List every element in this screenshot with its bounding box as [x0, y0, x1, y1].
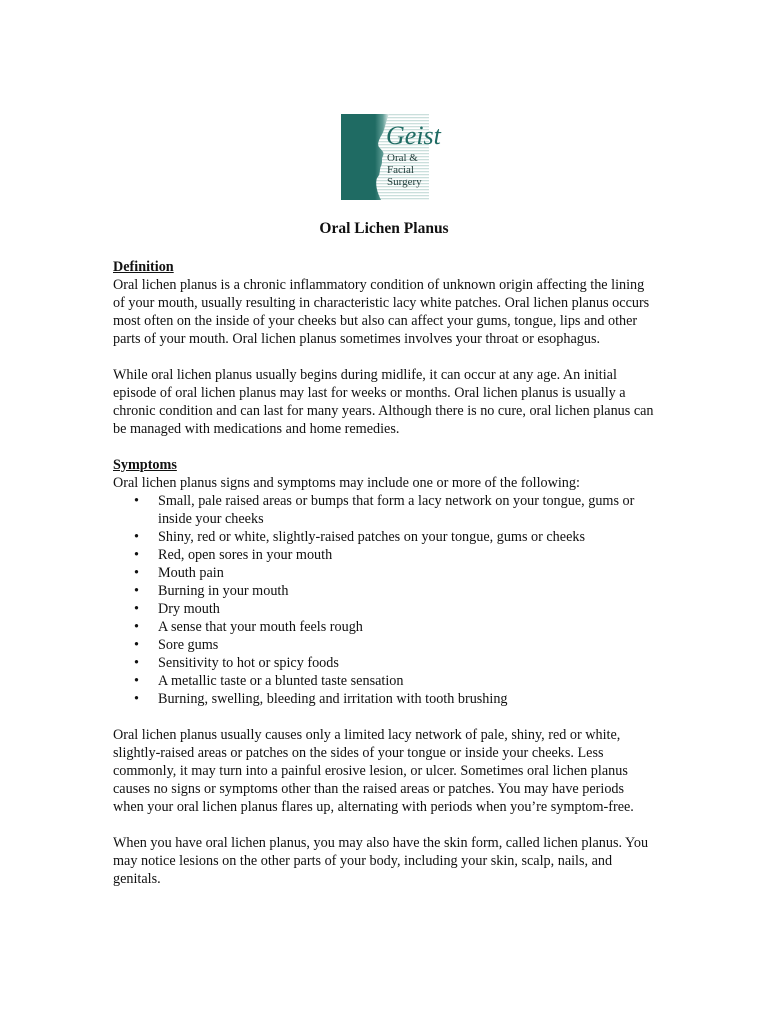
symptoms-intro: Oral lichen planus signs and symptoms may include one or more of the following:: [113, 475, 580, 491]
list-item: [113, 492, 658, 528]
list-item-text: A metallic taste or a blunted taste sensation: [158, 673, 404, 689]
list-item-text: Red, open sores in your mouth: [158, 547, 333, 563]
definition-paragraph-1: Oral lichen planus is a chronic inflammatory condition of unknown origin affecting the lining of your mouth, usually resulting in characteristic lacy white patches. Oral lichen planus occurs most often on the inside of your cheeks but also can affect your gums, tongue, lips and other parts of your mouth. Oral lichen planus sometimes involves your throat or esophagus.: [113, 277, 650, 347]
logo-name: Geist: [386, 121, 441, 150]
bullet-icon: •: [134, 655, 139, 671]
list-item: [113, 600, 658, 618]
document-body: [113, 258, 658, 888]
list-item: [113, 690, 658, 708]
bullet-icon: •: [134, 619, 139, 635]
bullet-icon: •: [134, 601, 139, 617]
list-item-text: Dry mouth: [158, 601, 220, 617]
list-item: [113, 618, 658, 636]
list-item-text: Sore gums: [158, 637, 219, 653]
list-item: [113, 654, 658, 672]
page-title: Oral Lichen Planus: [319, 220, 449, 237]
list-item-text: Small, pale raised areas or bumps that form a lacy network on your tongue, gums or inside your cheeks: [158, 493, 635, 527]
symptoms-heading: Symptoms: [113, 457, 177, 473]
list-item: [113, 564, 658, 582]
symptoms-paragraph-2: When you have oral lichen planus, you may also have the skin form, called lichen planus. You may notice lesions on the other parts of your body, including your skin, scalp, nails, and genitals.: [113, 835, 649, 887]
list-item: [113, 582, 658, 600]
definition-paragraph-2: While oral lichen planus usually begins during midlife, it can occur at any age. An initial episode of oral lichen planus may last for weeks or months. Oral lichen planus is usually a chronic condition and can last for many years. Although there is no cure, oral lichen planus can be managed with medications and home remedies.: [113, 367, 654, 437]
logo-line-surgery: Surgery: [387, 176, 422, 188]
bullet-icon: •: [134, 565, 139, 581]
symptoms-paragraph-1: Oral lichen planus usually causes only a limited lacy network of pale, shiny, red or white, slightly-raised areas or patches on the sides of your tongue or inside your cheeks. Less commonly, it may turn into a painful erosive lesion, or ulcer. Sometimes oral lichen planus causes no signs or symptoms other than the raised areas or patches. You may have periods when your oral lichen planus flares up, alternating with periods when you’re symptom-free.: [113, 727, 634, 815]
list-item-text: Shiny, red or white, slightly-raised patches on your tongue, gums or cheeks: [158, 529, 585, 545]
bullet-icon: •: [134, 583, 139, 599]
list-item: [113, 528, 658, 546]
list-item-text: Sensitivity to hot or spicy foods: [158, 655, 339, 671]
symptoms-list: [113, 492, 658, 708]
bullet-icon: •: [134, 493, 139, 509]
bullet-icon: •: [134, 637, 139, 653]
list-item-text: Burning, swelling, bleeding and irritation with tooth brushing: [158, 691, 508, 707]
list-item-text: Mouth pain: [158, 565, 224, 581]
list-item-text: A sense that your mouth feels rough: [158, 619, 363, 635]
list-item: [113, 672, 658, 690]
geist-logo: [341, 114, 441, 200]
logo-line-oral: Oral &: [387, 152, 418, 164]
logo-line-facial: Facial: [387, 164, 414, 176]
list-item-text: Burning in your mouth: [158, 583, 289, 599]
definition-heading: Definition: [113, 259, 174, 275]
bullet-icon: •: [134, 547, 139, 563]
bullet-icon: •: [134, 673, 139, 689]
bullet-icon: •: [134, 529, 139, 545]
list-item: [113, 546, 658, 564]
bullet-icon: •: [134, 691, 139, 707]
logo-dark-panel: [341, 114, 375, 200]
list-item: [113, 636, 658, 654]
